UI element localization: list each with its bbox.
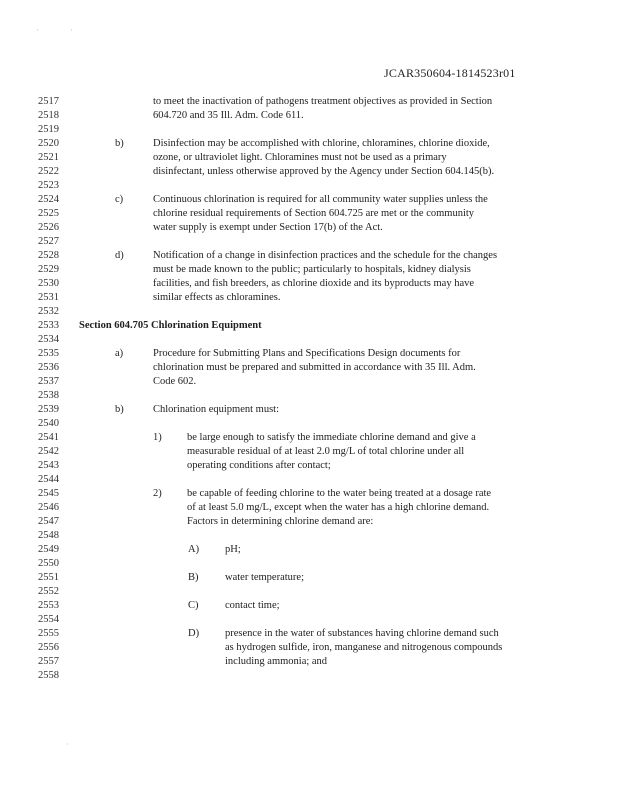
body-line: ozone, or ultraviolet light. Chloramines must not be used as a primary [153,152,447,163]
line-number: 2526 [38,222,59,233]
line-number: 2527 [38,236,59,247]
scan-speck: · [66,740,69,749]
body-line: Notification of a change in disinfection practices and the schedule for the changes [153,250,498,261]
body-line: Chlorination equipment must: [153,404,279,415]
line-number: 2535 [38,348,59,359]
line-number: 2558 [38,670,59,681]
body-line: must be made known to the public; particularly to hospitals, kidney dialysis [153,264,471,275]
line-number: 2548 [38,530,59,541]
body-line: contact time; [225,600,280,611]
line-number: 2550 [38,558,59,569]
item-label: b) [115,404,124,415]
line-number: 2530 [38,278,59,289]
line-number: 2532 [38,306,59,317]
scan-speck: · [36,26,39,35]
line-number: 2546 [38,502,59,513]
item-label: B) [188,572,199,583]
line-number: 2519 [38,124,59,135]
item-label: 2) [153,488,162,499]
line-number: 2536 [38,362,59,373]
body-line: to meet the inactivation of pathogens treatment objectives as provided in Section [153,96,493,107]
body-line: of at least 5.0 mg/L, except when the water has a high chlorine demand. [187,502,490,513]
line-number: 2553 [38,600,59,611]
body-line: Code 602. [153,376,197,387]
line-number: 2528 [38,250,59,261]
document-id: JCAR350604-1814523r01 [384,66,516,80]
line-number: 2552 [38,586,59,597]
item-label: D) [188,628,200,639]
body-line: chlorine residual requirements of Section 604.725 are met or the community [153,208,475,219]
body-line: as hydrogen sulfide, iron, manganese and nitrogenous compounds [225,642,503,653]
line-number: 2520 [38,138,59,149]
line-number: 2551 [38,572,59,583]
body-line: operating conditions after contact; [187,460,331,471]
line-number: 2557 [38,656,59,667]
line-number: 2522 [38,166,59,177]
body-line: disinfectant, unless otherwise approved by the Agency under Section 604.145(b). [153,166,495,177]
line-number: 2525 [38,208,59,219]
line-number: 2534 [38,334,59,345]
body-line: be large enough to satisfy the immediate chlorine demand and give a [187,432,476,443]
item-label: 1) [153,432,162,443]
body-line: Factors in determining chlorine demand are: [187,516,374,527]
line-number: 2540 [38,418,59,429]
line-number: 2531 [38,292,59,303]
item-label: C) [188,600,199,611]
body-line: water supply is exempt under Section 17(b) of the Act. [153,222,383,233]
body-line: chlorination must be prepared and submitted in accordance with 35 Ill. Adm. [153,362,476,373]
line-number: 2537 [38,376,59,387]
line-number: 2529 [38,264,59,275]
line-number: 2523 [38,180,59,191]
body-line: facilities, and fish breeders, as chlorine dioxide and its byproducts may have [153,278,475,289]
scan-speck: · [70,26,73,35]
item-label: a) [115,348,124,359]
item-label: d) [115,250,124,261]
line-number: 2549 [38,544,59,555]
body-line: Procedure for Submitting Plans and Specifications Design documents for [153,348,461,359]
line-number: 2555 [38,628,59,639]
body-line: similar effects as chloramines. [153,292,281,303]
item-label: c) [115,194,124,205]
body-line: measurable residual of at least 2.0 mg/L of total chlorine under all [187,446,465,457]
line-number: 2524 [38,194,59,205]
body-line: pH; [225,544,241,555]
line-number: 2517 [38,96,59,107]
body-line: presence in the water of substances having chlorine demand such [225,628,499,639]
item-label: b) [115,138,124,149]
line-number: 2541 [38,432,59,443]
item-label: A) [188,544,200,555]
line-number: 2543 [38,460,59,471]
body-line: be capable of feeding chlorine to the water being treated at a dosage rate [187,488,492,499]
line-number: 2547 [38,516,59,527]
line-number: 2518 [38,110,59,121]
section-heading: Section 604.705 Chlorination Equipment [79,320,262,331]
line-number: 2544 [38,474,59,485]
body-line: water temperature; [225,572,304,583]
line-number: 2556 [38,642,59,653]
line-number: 2539 [38,404,59,415]
line-number: 2533 [38,320,59,331]
line-number: 2542 [38,446,59,457]
line-number: 2521 [38,152,59,163]
body-line: Continuous chlorination is required for all community water supplies unless the [153,194,488,205]
line-number: 2545 [38,488,59,499]
body-line: 604.720 and 35 Ill. Adm. Code 611. [153,110,304,121]
body-line: Disinfection may be accomplished with chlorine, chloramines, chlorine dioxide, [153,138,490,149]
line-number: 2554 [38,614,59,625]
body-line: including ammonia; and [225,656,328,667]
line-number: 2538 [38,390,59,401]
